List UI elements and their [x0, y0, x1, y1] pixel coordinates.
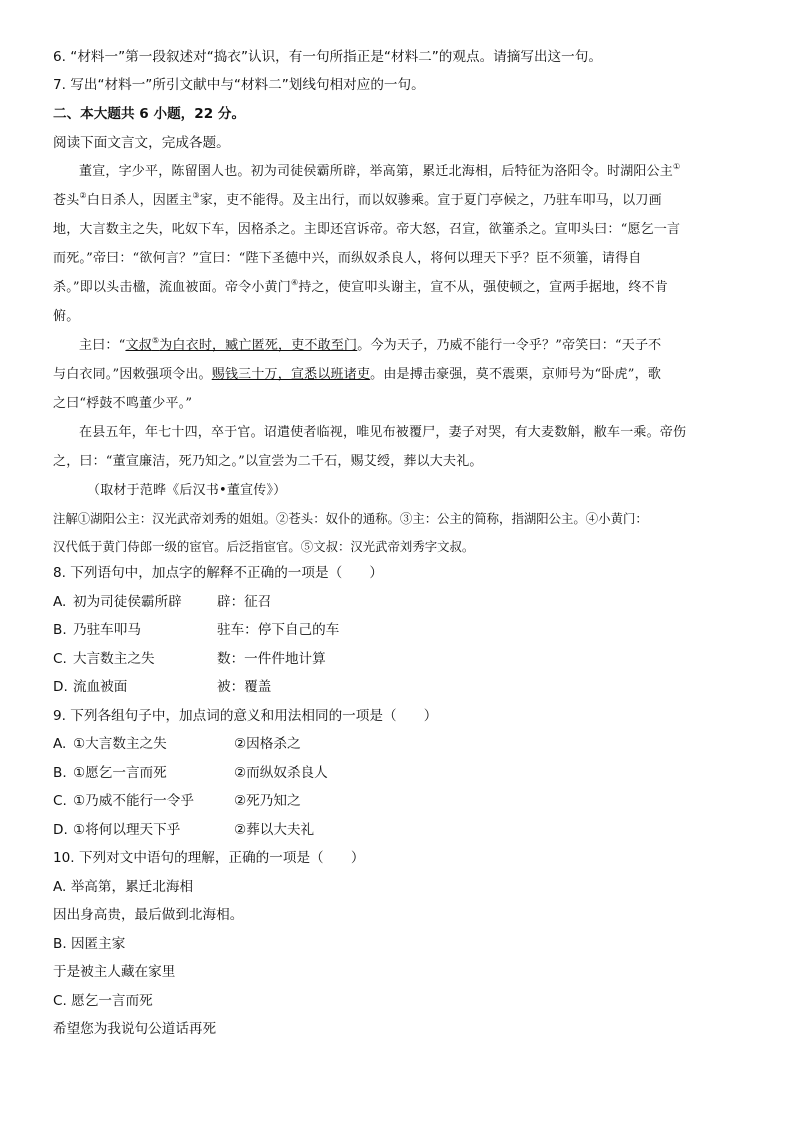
- q9-option-d: D. ①将何以理天下乎 ②葬以大夫礼: [53, 822, 315, 838]
- passage-line: 之曰“桴鼓不鸣董少平。”: [53, 396, 193, 411]
- passage-line: 在县五年，年七十四，卒于官。诏遣使者临视，唯见布被覆尸，妻子对哭，有大麦数斛，敝车一乘。帝伤: [79, 425, 687, 440]
- passage-line: 地，大言数主之失，叱奴下车，因格杀之。主即还宫诉帝。帝大怒，召宣，欲箠杀之。宣叩头曰：“愿乞一言: [53, 222, 681, 237]
- instruction: 阅读下面文言文，完成各题。: [53, 135, 230, 151]
- question-9-stem: 9. 下列各组句子中，加点词的意义和用法相同的一项是（ ）: [53, 708, 438, 724]
- passage-line: 董宣，字少平，陈留圉人也。初为司徒侯霸所辟，举高第，累迁北海相，后特征为洛阳令。时湖阳公主①: [79, 162, 681, 179]
- q10-option-c-gloss: 希望您为我说句公道话再死: [53, 1021, 217, 1037]
- q10-option-a: A. 举高第，累迁北海相: [53, 879, 194, 895]
- q9-option-c: C. ①乃威不能行一令乎 ②死乃知之: [53, 793, 301, 809]
- q10-option-b: B. 因匿主家: [53, 936, 126, 952]
- section-heading: 二、本大题共 6 小题，22 分。: [53, 106, 246, 122]
- q8-option-d: D. 流血被面 被：覆盖: [53, 679, 272, 695]
- passage-line: 主曰：“文叔⑤为白衣时，臧亡匿死，吏不敢至门。今为天子，乃威不能行一令乎？”帝笑曰：“天子不: [79, 336, 662, 353]
- q9-option-a: A. ①大言数主之失 ②因格杀之: [53, 736, 301, 752]
- question-6: 6. “材料一”第一段叙述对“捣衣”认识，有一句所指正是“材料二”的观点。请摘写出这一句。: [53, 49, 602, 65]
- passage-line: 之，曰：“董宣廉洁，死乃知之。”以宣尝为二千石，赐艾绶，葬以大夫礼。: [53, 454, 483, 469]
- notes-line: 汉代低于黄门侍郎一级的宦官。后泛指宦官。⑤文叔：汉光武帝刘秀字文叔。: [53, 539, 475, 554]
- q8-option-c: C. 大言数主之失 数：一件件地计算: [53, 651, 326, 667]
- q9-option-b: B. ①愿乞一言而死 ②而纵奴杀良人: [53, 765, 328, 781]
- passage-line: 而死。”帝曰：“欲何言？”宣曰：“陛下圣德中兴，而纵奴杀良人，将何以理天下乎？臣不须箠，请得自: [53, 251, 642, 266]
- question-8-stem: 8. 下列语句中，加点字的解释不正确的一项是（ ）: [53, 565, 383, 581]
- underlined-sentence: 文叔⑤为白衣时，臧亡匿死，吏不敢至门: [125, 336, 358, 353]
- passage-line: 俯。: [53, 309, 80, 324]
- underlined-sentence: 赐钱三十万，宣悉以班诸吏: [211, 367, 371, 382]
- q10-option-a-gloss: 因出身高贵，最后做到北海相。: [53, 907, 244, 923]
- question-10-stem: 10. 下列对文中语句的理解，正确的一项是（ ）: [53, 850, 365, 866]
- passage-line: 与白衣同。”因敕强项令出。赐钱三十万，宣悉以班诸吏。由是搏击豪强，莫不震栗，京师号为“卧虎”，歌: [53, 367, 662, 382]
- passage-line: 杀。”即以头击楹，流血被面。帝令小黄门④持之，使宣叩头谢主，宣不从，强使顿之，宣两手据地，终不肯: [53, 278, 668, 295]
- q8-option-a: A. 初为司徒侯霸所辟 辟：征召: [53, 594, 272, 610]
- notes-line: 注解①湖阳公主：汉光武帝刘秀的姐姐。②苍头：奴仆的通称。③主：公主的简称，指湖阳公主。④小黄门：: [53, 511, 648, 526]
- passage-line: 苍头②白日杀人，因匿主③家，吏不能得。及主出行，而以奴骖乘。宣于夏门亭候之，乃驻车叩马，以刀画: [53, 191, 662, 208]
- question-7: 7. 写出“材料一”所引文献中与“材料二”划线句相对应的一句。: [53, 77, 425, 93]
- q10-option-c: C. 愿乞一言而死: [53, 993, 153, 1009]
- q10-option-b-gloss: 于是被主人藏在家里: [53, 964, 176, 980]
- q8-option-b: B. 乃驻车叩马 驻车：停下自己的车: [53, 622, 340, 638]
- passage-source: （取材于范晔《后汉书•董宣传》）: [87, 483, 287, 498]
